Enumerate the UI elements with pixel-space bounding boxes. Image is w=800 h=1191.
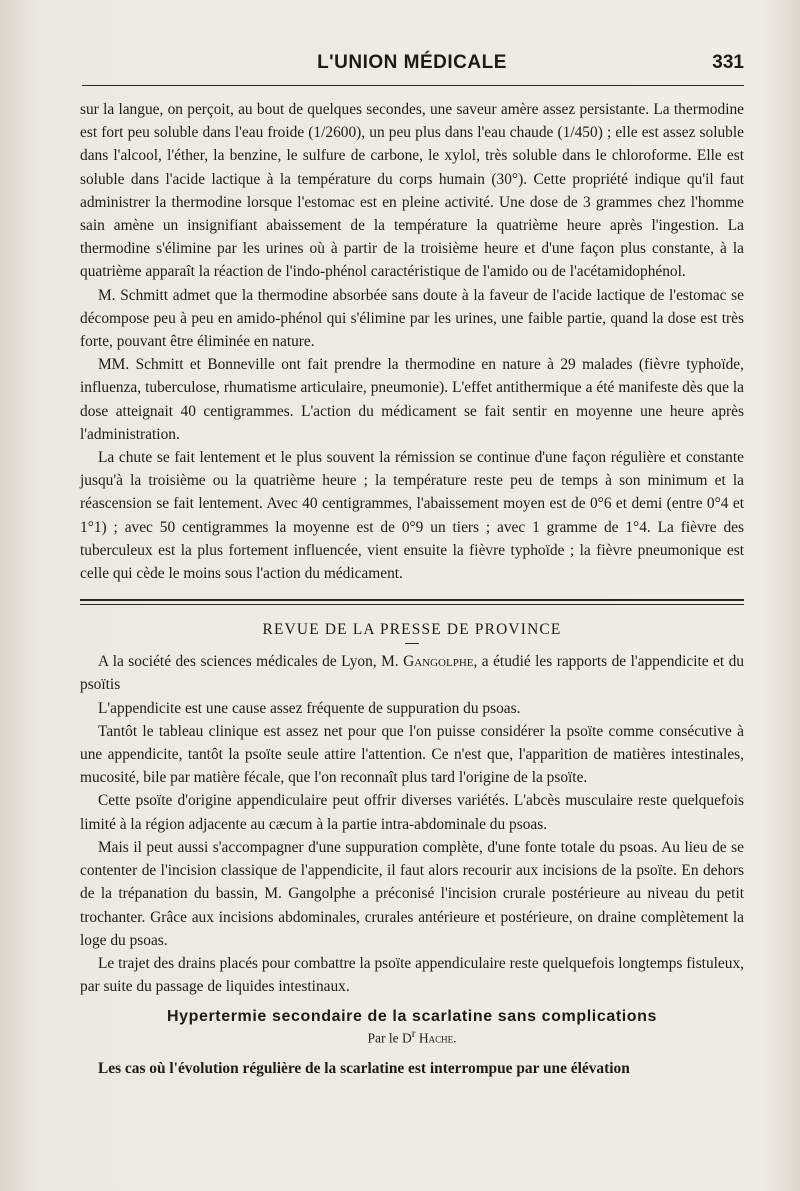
paragraph: MM. Schmitt et Bonneville ont fait prendre la thermodine en nature à 29 malades (fièvre typhoïde, influenza, tuberculose, rhumatisme articulaire, pneumonie). L'effet antithermique a été manifeste dès que la dose atteignait 40 centigrammes. L'action du médicament se fait sentir en moyenne une heure après l'administration.	[80, 356, 744, 443]
paragraph: sur la langue, on perçoit, au bout de quelques secondes, une saveur amère assez persistante. La thermodine est fort peu soluble dans l'eau froide (1/2600), un peu plus dans l'eau chaude (1/450) ; elle est assez soluble dans l'alcool, l'éther, la benzine, le sulfure de carbone, le xylol, très soluble dans le chloroforme. Elle est soluble dans l'acide lactique à la température du corps humain (30°). Cette propriété indique qu'il faut administrer la thermodine lorsque l'estomac est en pleine activité. Une dose de 3 grammes chez l'homme sain amène un insignifiant abaissement de la température la quatrième heure après l'ingestion. La thermodine s'élimine par les urines où à partir de la troisième heure et d'une façon plus constante, à la quatrième apparaît la réaction de l'indo-phénol caractéristique de l'amido ou de l'acétamidophénol.	[80, 101, 744, 281]
paragraph: La chute se fait lentement et le plus souvent la rémission se continue d'une façon régulière et constante jusqu'à la troisième ou la quatrième heure ; la température reste peu de temps à son minimum et la réascension se fait lentement. Avec 40 centigrammes, l'abaissement moyen est de 0°6 et demi (entre 0°4 et 1°1) ; avec 50 centigrammes la moyenne est de 0°9 un tiers ; avec 1 gramme de 1°4. La fièvre des tuberculeux est la plus fortement influencée, vient ensuite la fièvre typhoïde ; la fièvre pneumonique est celle qui cède le moins sous l'action du médicament.	[80, 449, 744, 583]
paragraph: Le trajet des drains placés pour combattre la psoïte appendiculaire reste quelquefois longtemps fistuleux, par suite du passage de liquides intestinaux.	[80, 954, 744, 996]
running-title: L'UNION MÉDICALE	[317, 52, 507, 73]
body-text	[80, 98, 744, 1080]
article-title: Hypertermie secondaire de la scarlatine sans complications	[166, 1008, 658, 1026]
paragraph: Cette psoïte d'origine appendiculaire peut offrir diverses variétés. L'abcès musculaire reste quelquefois limité à la région adjacente au cæcum à la partie intra-abdominale du psoas.	[80, 792, 744, 833]
article-first-line: Les cas où l'évolution régulière de la scarlatine est interrompue par une élévation	[98, 1059, 630, 1077]
section-rule-thin	[80, 604, 744, 605]
paragraph: Tantôt le tableau clinique est assez net pour que l'on puisse considérer la psoïte comme consécutive à une appendicite, tantôt la psoïte seule attire l'attention. Ce n'est que, l'apparition de matières intestinales, mucosité, bile par matière fécale, que l'on reconnaît plus tard l'origine de la psoïte.	[80, 722, 744, 787]
byline-sup: r	[411, 1028, 416, 1041]
author-name: Gangolphe	[403, 653, 474, 671]
paragraph: M. Schmitt admet que la thermodine absorbée sans doute à la faveur de l'acide lactique de l'estomac se décompose peu à peu en amido-phénol qui s'élimine par les urines, une faible partie, quand la dose est très forte, pouvant être éliminée en nature.	[80, 286, 744, 351]
header-rule	[82, 85, 744, 86]
page-number: 331	[712, 52, 744, 73]
paragraph: Mais il peut aussi s'accompagner d'une suppuration complète, d'une fonte totale du psoas. Au lieu de se contenter de l'incision classique de l'appendicite, il faut alors recourir aux incisions de la psoïte. En dehors de la trépanation du bassin, M. Gangolphe a préconisé l'incision crurale postérieure au niveau du petit trochanter. Grâce aux incisions abdominales, crurales antérieure et postérieure, on draine complètement la loge du psoas.	[80, 838, 744, 949]
section-rule	[80, 599, 744, 601]
running-head	[80, 52, 744, 78]
paragraph: L'appendicite est une cause assez fréquente de suppuration du psoas.	[98, 699, 521, 717]
section-dash	[405, 643, 419, 644]
byline-prefix: Par le D	[367, 1030, 412, 1046]
paragraph-intro	[80, 650, 744, 696]
byline-author: Hache	[418, 1030, 454, 1046]
intro-text: A la société des sciences médicales de Lyon, M.	[98, 653, 404, 671]
intro-text-end: , a étudié les rapports de l'appendicite et du psoïtis	[80, 653, 744, 694]
byline: Par le $D^r$ Hache.	[367, 1028, 457, 1046]
section-title: REVUE DE LA PRESSE DE PROVINCE	[262, 621, 562, 639]
